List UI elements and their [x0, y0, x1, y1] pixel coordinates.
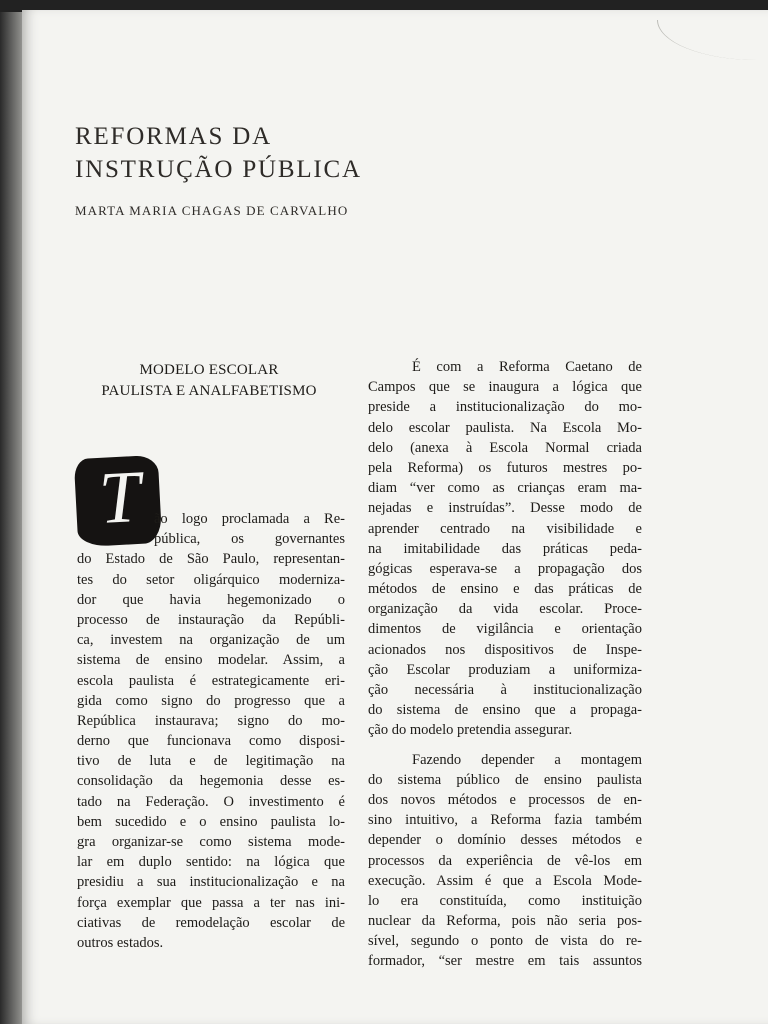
- right-column: [368, 357, 642, 972]
- text-line: depender o domínio desses métodos e: [368, 832, 642, 849]
- text-line: na imitabilidade das práticas peda-: [368, 540, 642, 557]
- text-line: ção Escolar produziam a uniformiza-: [368, 661, 642, 678]
- text-line: preside a institucionalização do mo-: [368, 399, 642, 416]
- text-line: acionados nos dispositivos de Inspe-: [368, 641, 642, 658]
- text-line: delo (anexa à Escola Normal criada: [368, 439, 642, 456]
- text-line: ção do modelo pretendia assegurar.: [368, 722, 573, 739]
- section-heading-line-1: MODELO ESCOLAR: [139, 362, 279, 378]
- left-column: [77, 509, 345, 953]
- text-line: força exemplar que passa a ter nas ini-: [77, 894, 345, 911]
- text-line: República instaurava; signo do mo-: [77, 712, 345, 729]
- text-line: ção necessária à institucionalização: [368, 682, 642, 698]
- text-line: bem sucedido e o ensino paulista lo-: [77, 813, 345, 830]
- text-line: ciativas de remodelação escolar de: [77, 914, 345, 931]
- text-line: do sistema público de ensino paulista: [368, 771, 642, 788]
- text-line: tes do setor oligárquico moderniza-: [77, 571, 345, 588]
- text-line: Campos que se inaugura a lógica que: [368, 379, 642, 396]
- author-name: MARTA MARIA CHAGAS DE CARVALHO: [75, 203, 349, 218]
- text-line: dimentos de vigilância e orientação: [368, 621, 642, 638]
- text-line: pública, os governantes: [154, 531, 345, 548]
- text-line: gógicas esperava-se a propagação dos: [368, 560, 642, 577]
- text-line: do sistema de ensino que a propaga-: [368, 702, 642, 719]
- text-line: gra organizar-se como sistema mode-: [77, 834, 345, 850]
- text-line: delo escolar paulista. Na Escola Mo-: [368, 419, 642, 436]
- text-line: nejadas e instruídas”. Desse modo de: [368, 500, 642, 517]
- text-line: lo era constituída, como instituição: [368, 892, 642, 909]
- text-line: É com a Reforma Caetano de: [412, 359, 642, 375]
- text-line: sino intuitivo, a Reforma fazia também: [368, 812, 642, 829]
- text-line: processo de instauração da Repúbli-: [77, 611, 345, 628]
- text-line: nuclear da Reforma, pois não seria pos-: [368, 913, 642, 930]
- text-line: presidiu a sua institucionalização e na: [77, 874, 345, 891]
- text-line: consolidação da hegemonia desse es-: [77, 773, 345, 790]
- drop-cap-letter: T: [97, 455, 143, 540]
- text-line: execução. Assim é que a Escola Mode-: [368, 872, 642, 889]
- page-corner-fold: [657, 20, 768, 60]
- text-line: dor que havia hegemonizado o: [77, 591, 345, 608]
- text-line: métodos de ensino e das práticas de: [368, 581, 642, 598]
- text-line: sível, segundo o ponto de vista do re-: [368, 933, 642, 950]
- chapter-title: [75, 120, 495, 186]
- text-line: dos novos métodos e processos de en-: [368, 791, 642, 808]
- text-line: formador, “ser mestre em tais assuntos: [368, 953, 642, 970]
- text-line: do Estado de São Paulo, representan-: [77, 551, 345, 568]
- text-line: tado na Federação. O investimento é: [77, 793, 345, 810]
- chapter-title-line-2: INSTRUÇÃO PÚBLICA: [75, 156, 362, 183]
- text-line: outros estados.: [77, 934, 164, 951]
- text-line: escola paulista é estrategicamente eri-: [77, 672, 345, 689]
- chapter-title-line-1: REFORMAS DA: [75, 123, 272, 150]
- text-line: ca, investem na organização de um: [77, 632, 345, 649]
- section-heading: [78, 360, 340, 402]
- text-line: derno que funcionava como disposi-: [77, 733, 345, 750]
- text-line: sistema de ensino modelar. Assim, a: [77, 652, 345, 669]
- text-line: lar em duplo sentido: na lógica que: [77, 854, 345, 871]
- section-heading-line-2: PAULISTA E ANALFABETISMO: [101, 383, 317, 399]
- text-line: pela Reforma) os futuros mestres po-: [368, 459, 642, 476]
- text-line: organização da vida escolar. Proce-: [368, 601, 642, 618]
- paragraph-gap: [368, 741, 642, 750]
- text-line: diam “ver como as crianças eram ma-: [368, 480, 642, 497]
- text-line: aprender centrado na visibilidade e: [368, 520, 642, 537]
- text-line: tivo de luta e de legitimação na: [77, 753, 345, 770]
- text-line: gida como signo do progresso que a: [77, 692, 345, 709]
- text-line: ão logo proclamada a Re-: [154, 511, 345, 527]
- text-line: Fazendo depender a montagem: [412, 751, 642, 768]
- text-line: processos da experiência de vê-los em: [368, 852, 642, 869]
